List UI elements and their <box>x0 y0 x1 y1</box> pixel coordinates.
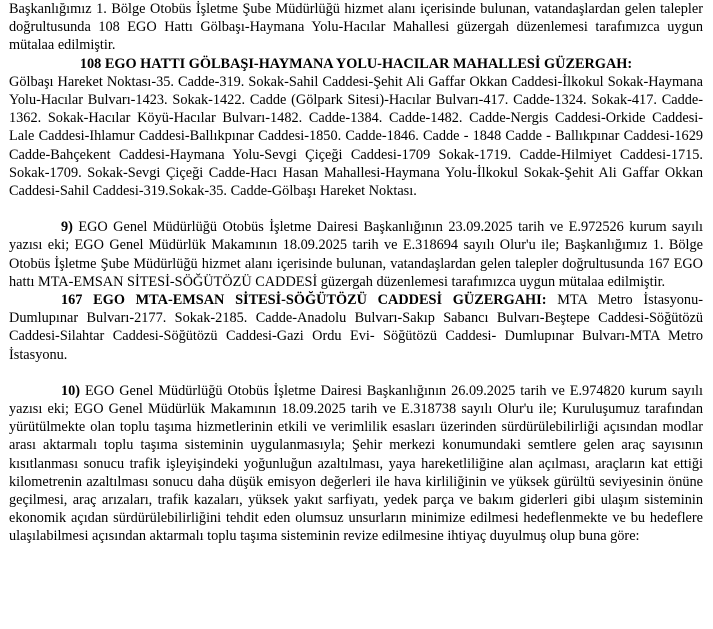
section-8-route-body: Gölbaşı Hareket Noktası-35. Cadde-319. Sokak-Sahil Caddesi-Şehit Ali Gaffar Okkan Caddesi-İlkokul Sokak-Haymana Yolu-Hacılar Bulvarı-1423. Sokak-1422. Cadde (Gölpark Sitesi)-Hacılar Bulvarı-417. Cadde-1324. Sokak-417. Cadde-1362. Sokak-Hacılar Köyü-Hacılar Bulvarı-1482. Cadde-1384. Cadde-1482. Cadde-Nergis Caddesi-Orkide Caddesi-Lale Caddesi-Ihlamur Caddesi-Ballıkpınar Caddesi-1850. Cadde-1846. Cadde - 1848 Cadde - Ballıkpınar Caddesi-1629 Cadde-Bahçekent Caddesi-Haymana Yolu-Sevgi Çiçeği Caddesi-1709 Sokak-1719. Cadde-Hilmiyet Caddesi-1715. Sokak-1709. Sokak-Sevgi Çiçeği Cadde-Hacı Hasan Mahallesi-Haymana Yolu-İlkokul Sokak-Şehit Ali Gaffar Okkan Caddesi-Sahil Caddesi-319.Sokak-35. Cadde-Gölbaşı Hareket Noktası. <box>9 73 703 200</box>
section-9-route <box>9 291 703 364</box>
section-9-number: 9) <box>61 219 73 236</box>
section-9-route-body: MTA Metro İstasyonu-Dumlupınar Bulvarı-2177. Sokak-2185. Cadde-Anadolu Bulvarı-Sakıp Sabancı Bulvarı-Beştepe Caddesi-Söğütözü Caddesi-Silahtar Caddesi-Söğütözü Caddesi-Gazi Ordu Evi- Söğütözü Caddesi- Dumlupınar Bulvarı-MTA Metro İstasyonu. <box>9 292 703 363</box>
section-10-number: 10) <box>61 382 81 399</box>
section-8-route <box>9 55 703 201</box>
paragraph-gap <box>9 200 703 218</box>
section-10-intro <box>9 382 703 546</box>
section-9-intro-text: EGO Genel Müdürlüğü Otobüs İşletme Dairesi Başkanlığının 23.09.2025 tarih ve E.972526 kurum sayılı yazısı eki; EGO Genel Müdürlük Makamının 18.09.2025 tarih ve E.318694 sayılı Olur'u ile; Başkanlığımız 1. Bölge Otobüs İşletme Şube Müdürlüğü hizmet alanı içerisinde bulunan, vatandaşlardan gelen talepler doğrultusunda 167 EGO hattı MTA-EMSAN SİTESİ-SÖĞÜTÖZÜ CADDESİ güzergah düzenlemesi tarafımızca uygun mütalaa edilmiştir. <box>9 219 703 290</box>
section-8-route-title: 108 EGO HATTI GÖLBAŞI-HAYMANA YOLU-HACILAR MAHALLESİ GÜZERGAH: <box>79 55 633 72</box>
section-9-route-title: 167 EGO MTA-EMSAN SİTESİ-SÖĞÜTÖZÜ CADDESİ GÜZERGAHI: <box>61 292 547 309</box>
section-8-intro-tail: Başkanlığımız 1. Bölge Otobüs İşletme Şube Müdürlüğü hizmet alanı içerisinde bulunan, vatandaşlardan gelen talepler doğrultusunda 108 EGO Hattı Gölbaşı-Haymana Yolu-Hacılar Mahallesi güzergah düzenlemesi tarafımızca uygun mütalaa edilmiştir. <box>9 1 703 54</box>
section-9-intro <box>9 218 703 291</box>
document-page <box>9 0 703 546</box>
section-10-intro-text: EGO Genel Müdürlüğü Otobüs İşletme Dairesi Başkanlığının 26.09.2025 tarih ve E.974820 kurum sayılı yazısı eki; EGO Genel Müdürlük Makamının 18.09.2025 tarih ve E.318738 sayılı Olur'u ile; Kuruluşumuz tarafından yürütülmekte olan toplu taşıma hizmetlerinin etkili ve verimlilik esasları üzerinden sürdürülebilirliği açısından modlar arası aktarmalı toplu taşıma sisteminin uygulanmasıyla; Şehir merkezi konumundaki semtlere gelen araç sayısının kısıtlanması sonucu trafik işleyişindeki yoğunluğun azaltılması, yaya hareketliliğine alan açılması, araçların kat ettiği kilometrenin azaltılması sonucu daha düşük emisyon değerleri ile hava kirliliğinin ve yüksek gürültü seviyesinin önüne geçilmesi, araç arızaları, trafik kazaları, yüksek yakıt sarfiyatı, yedek parça ve bakım giderleri gibi ulaşım sisteminin ekonomik açıdan sürdürülebilirliğini tehdit eden olumsuz unsurların minimize edilmesi hedeflenmekte ve bu hedeflere ulaşılabilmesi açısından aktarmalı toplu taşıma sisteminin revize edilmesine ihtiyaç duyulmuş olup buna göre: <box>9 382 703 545</box>
paragraph-gap <box>9 364 703 382</box>
